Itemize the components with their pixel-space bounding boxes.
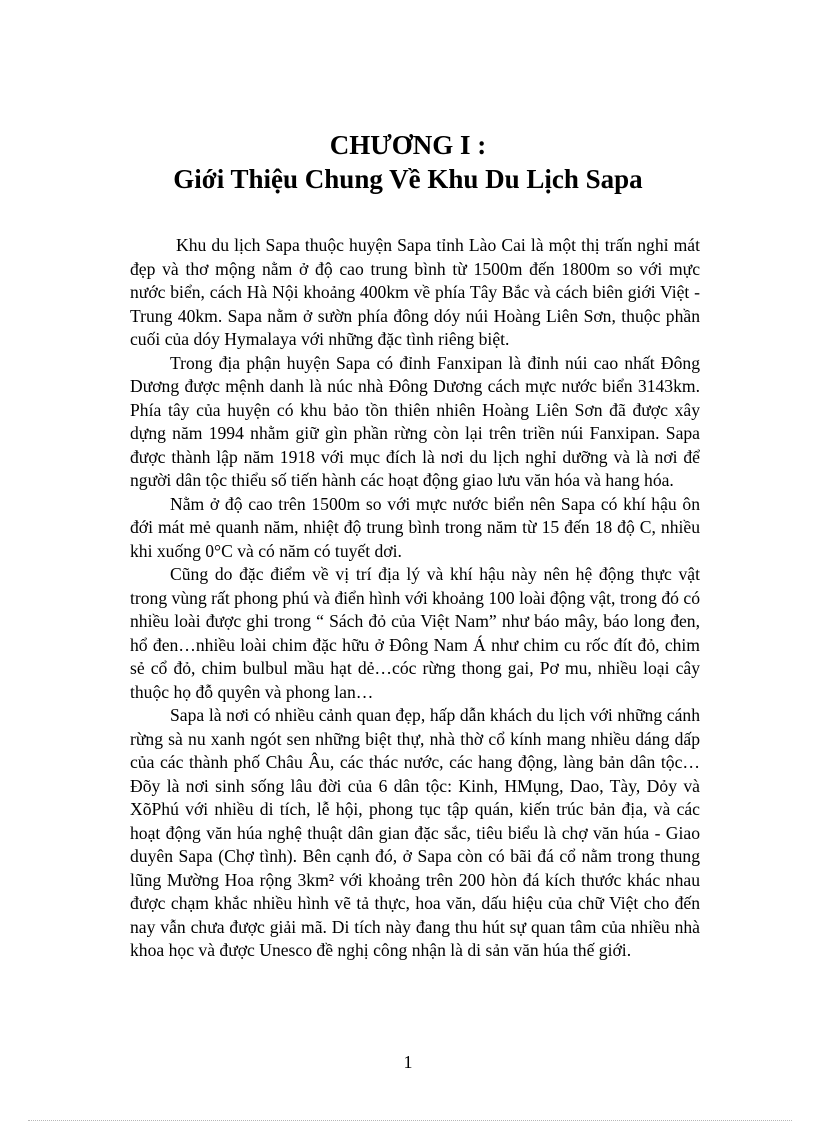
- body-text: [130, 234, 700, 963]
- paragraph: Cũng do đặc điểm về vị trí địa lý và khí hậu này nên hệ động thực vật trong vùng rất phong phú và điển hình với khoảng 100 loài động vật, trong đó có nhiều loài được ghi trong “ Sách đỏ của Việt Nam” như báo mây, báo long đen, hổ đen…nhiều loài chim đặc hữu ở Đông Nam Á như chim cu rốc đít đỏ, chim sẻ cổ đỏ, chim bulbul mầu hạt dẻ…cóc rừng thong gai, Pơ mu, nhiều loại cây thuộc họ đỗ quyên và phong lan…: [130, 564, 700, 702]
- paragraph: Trong địa phận huyện Sapa có đỉnh Fanxipan là đỉnh núi cao nhất Đông Dương được mệnh danh là núc nhà Đông Dương cách mực nước biển 3143km. Phía tây của huyện có khu bảo tồn thiên nhiên Hoàng Liên Sơn đã được xây dựng năm 1994 nhằm giữ gìn phần rừng còn lại trên triền núi Fanxipan. Sapa được thành lập năm 1918 với mục đích là nơi du lịch nghỉ dưỡng và là nơi để người dân tộc thiểu số tiến hành các hoạt động giao lưu văn hóa và hang hóa.: [130, 352, 700, 490]
- paragraph: Nằm ở độ cao trên 1500m so với mực nước biển nên Sapa có khí hậu ôn đới mát mẻ quanh năm, nhiệt độ trung bình trong năm từ 15 đến 18 độ C, nhiều khi xuống 0°C và có năm có tuyết dơi.: [130, 493, 700, 561]
- paragraph: Sapa là nơi có nhiều cảnh quan đẹp, hấp dẫn khách du lịch với những cánh rừng sà nu xanh ngót sen những biệt thự, nhà thờ cổ kính mang nhiều dáng dấp của các thành phố Châu Âu, các thác nước, các hang động, làng bản dân tộc…Đõy là nơi sinh sống lâu đời của 6 dân tộc: Kinh, HMụng, Dao, Tày, Dỏy và XõPhú với nhiều di tích, lễ hội, phong tục tập quán, kiến trúc bản địa, và các hoạt động văn húa nghệ thuật dân gian đặc sắc, tiêu biểu là chợ văn húa - Giao duyên Sapa (Chợ tình). Bên cạnh đó, ở Sapa còn có bãi đá cổ nằm trong thung lũng Mường Hoa rộng 3km² với khoảng trên 200 hòn đá kích thước khác nhau được chạm khắc nhiều hình vẽ tả thực, hoa văn, dấu hiệu của chữ Việt cho đến nay vẫn chưa được giải mã. Di tích này đang thu hút sự quan tâm của nhiều nhà khoa học và được Unesco đề nghị công nhận là di sản văn húa thế giới.: [130, 705, 700, 960]
- page-number: 1: [403, 1052, 413, 1072]
- chapter-subtitle: Giới Thiệu Chung Về Khu Du Lịch Sapa: [173, 164, 643, 194]
- chapter-title: CHƯƠNG I :: [329, 130, 487, 160]
- chapter-heading: [0, 128, 816, 196]
- footer-divider: [28, 1120, 792, 1121]
- paragraph: Khu du lịch Sapa thuộc huyện Sapa tỉnh Lào Cai là một thị trấn nghỉ mát đẹp và thơ mộng nằm ở độ cao trung bình từ 1500m đến 1800m so với mực nước biển, cách Hà Nội khoảng 400km về phía Tây Bắc và cách biên giới Việt - Trung 40km. Sapa nằm ở sườn phía đông dóy núi Hoàng Liên Sơn, thuộc phần cuối của dóy Hymalaya với những đặc tình riêng biệt.: [130, 235, 700, 349]
